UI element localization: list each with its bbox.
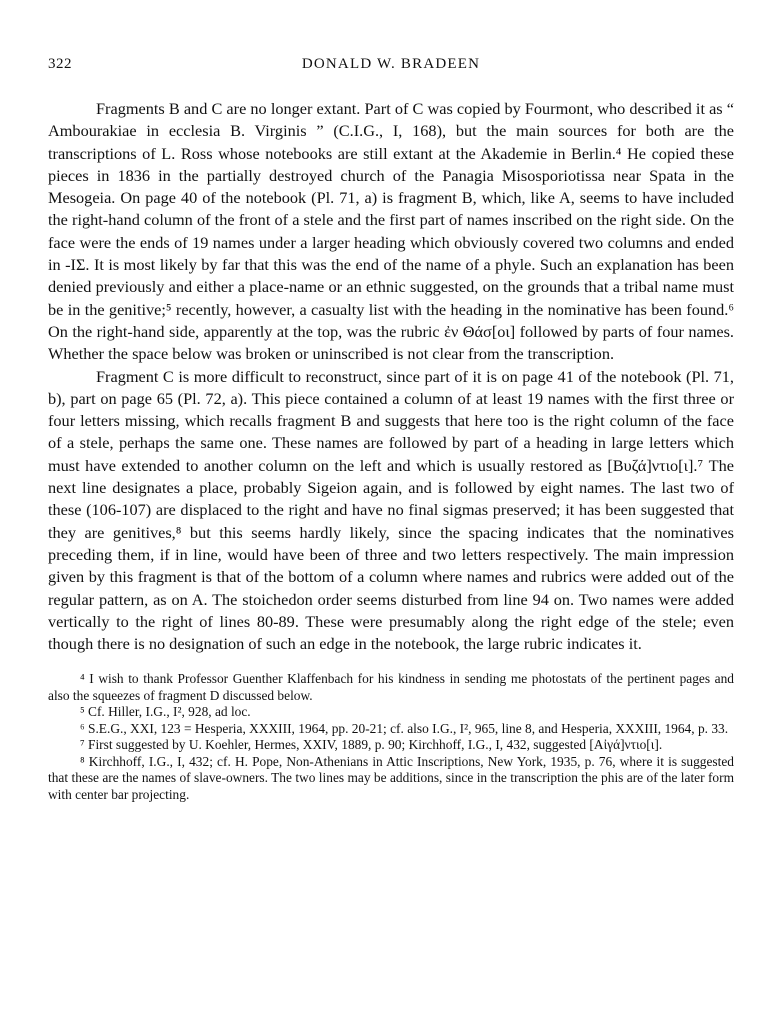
paragraph: Fragments B and C are no longer extant. Part of C was copied by Fourmont, who described it as “ Ambourakiae in ecclesia B. Virginis ” (C.I.G., I, 168), but the main sources for both are the transcriptions of L. Ross whose notebooks are still extant at the Akademie in Berlin.⁴ He copied these pieces in 1836 in the partially destroyed church of the Panagia Misosporiotissa near Spata in the Mesogeia. On page 40 of the notebook (Pl. 71, a) is fragment B, which, like A, seems to have included the right-hand column of the front of a stele and the first part of names inscribed on the right side. On the face were the ends of 19 names under a larger heading which obviously covered two columns and ended in -IΣ. It is most likely by far that this was the end of the name of a phyle. Such an explanation has been denied previously and either a place-name or an ethnic suggested, on the grounds that a tribal name must be in the genitive;⁵ recently, however, a casualty list with the heading in the nominative has been found.⁶ On the right-hand side, apparently at the top, was the rubric ἐν Θάσ[οι] followed by parts of four names. Whether the space below was broken or uninscribed is not clear from the transcription. xyxy=(48,99,734,364)
footnote-7: ⁷ First suggested by U. Koehler, Hermes, XXIV, 1889, p. 90; Kirchhoff, I.G., I, 432, suggested [Αἰγά]ντιο[ι]. xyxy=(80,737,663,753)
page-number: 322 xyxy=(48,56,72,72)
footnote-6: ⁶ S.E.G., XXI, 123 = Hesperia, XXXIII, 1964, pp. 20-21; cf. also I.G., I², 965, line 8, and Hesperia, XXXIII, 1964, p. 33. xyxy=(80,720,729,736)
running-head: DONALD W. BRADEEN xyxy=(301,56,481,72)
page xyxy=(48,56,734,803)
footnote-5: ⁵ Cf. Hiller, I.G., I², 928, ad loc. xyxy=(80,704,251,720)
footnote-8: ⁸ Kirchhoff, I.G., I, 432; cf. H. Pope, Non-Athenians in Attic Inscriptions, New York, 1935, p. 76, where it is suggested that these are the names of slave-owners. The two lines may be additions, since in the transcription the phis are of the later form with center bar projecting. xyxy=(48,753,734,802)
paragraph: Fragment C is more difficult to reconstruct, since part of it is on page 41 of the notebook (Pl. 71, b), part on page 65 (Pl. 72, a). This piece contained a column of at least 19 names with the first three or four letters missing, which recalls fragment B and suggests that here too is the right column of the face of a stele, perhaps the same one. These names are followed by part of a heading in large letters which must have extended to another column on the left and which is usually restored as [Βυζά]ντιο[ι].⁷ The next line designates a place, probably Sigeion again, and is followed by eight names. The last two of these (106-107) are displaced to the right and have no final sigmas preserved; it has been suggested that they are genitives,⁸ but this seems hardly likely, since the spacing indicates that the nominatives preceding them, if in line, would have been of three and two letters respectively. The main impression given by this fragment is that of the bottom of a column where names and rubrics were added out of the regular pattern, as on A. The stoichedon order seems disturbed from line 94 on. Two names were added vertically to the right of lines 80-89. These were presumably along the right edge of the stele; even though there is no designation of such an edge in the notebook, the large rubric indicates it. xyxy=(48,366,734,654)
footnote-4: ⁴ I wish to thank Professor Guenther Klaffenbach for his kindness in sending me photostats of the pertinent pages and also the squeezes of fragment D discussed below. xyxy=(48,671,734,703)
body-text xyxy=(48,98,734,655)
page-header xyxy=(48,56,734,78)
footnotes xyxy=(48,671,734,803)
